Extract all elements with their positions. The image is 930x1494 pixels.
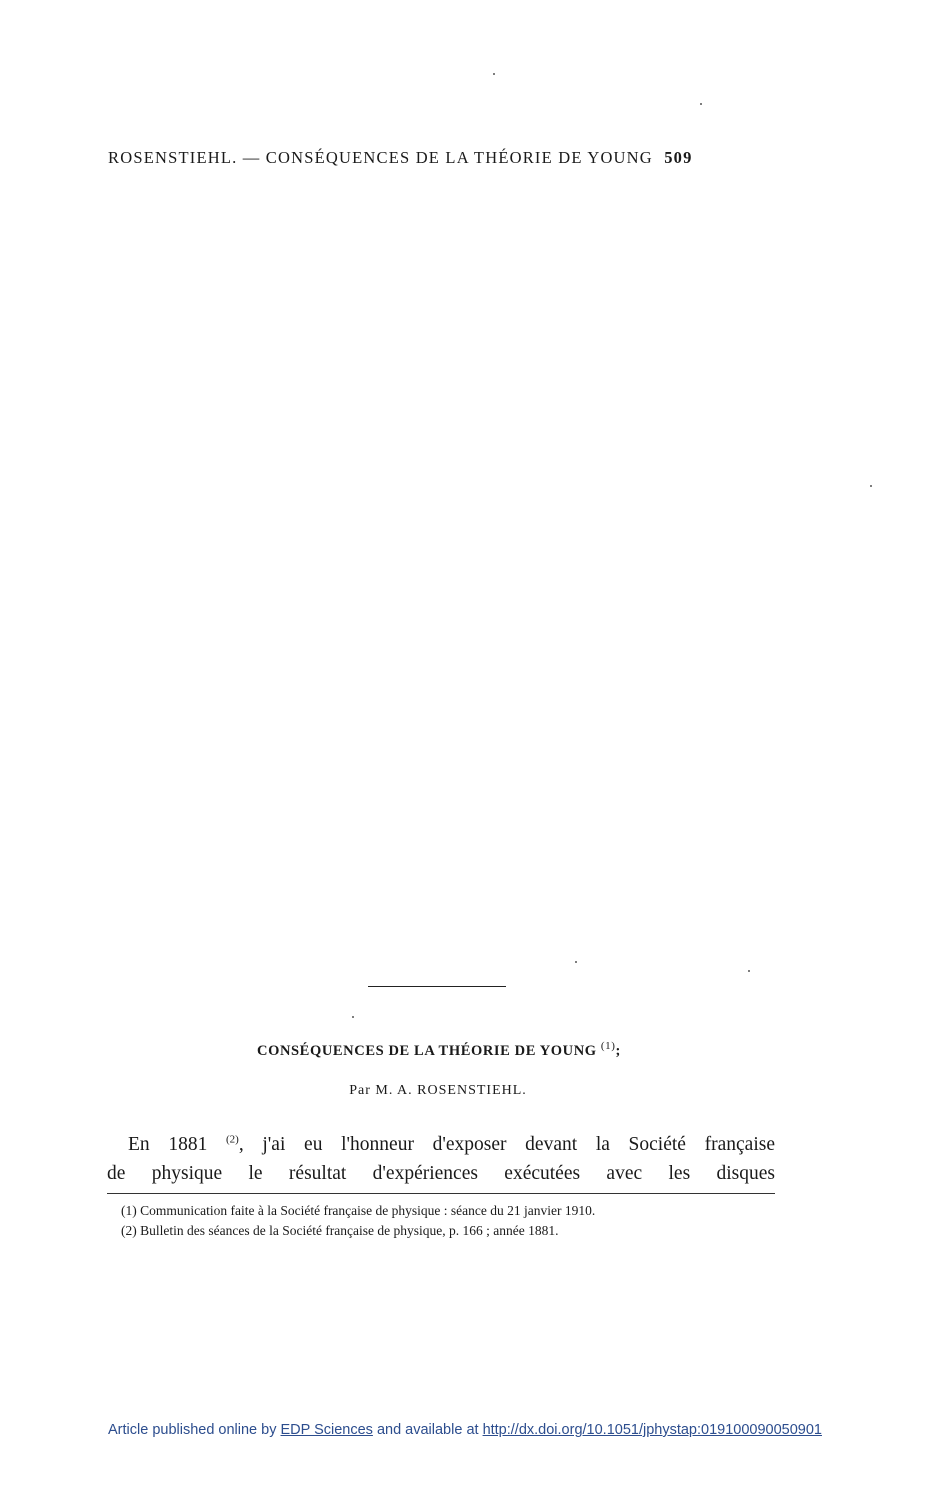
running-title: ROSENSTIEHL. — CONSÉQUENCES DE LA THÉORIE DE YOUNG <box>108 148 653 167</box>
scan-speck <box>700 103 702 105</box>
scan-speck <box>748 970 750 972</box>
body-paragraph <box>107 1130 775 1188</box>
body-line-1-start: En 1881 <box>128 1134 208 1155</box>
access-footer <box>0 1422 930 1438</box>
footnote-2-text: Bulletin des séances de la Société française de physique, p. 166 ; année 1881. <box>140 1223 559 1238</box>
body-footnote-ref: (2) <box>226 1133 239 1146</box>
footnote-1-text: Communication faite à la Société française de physique : séance du 21 janvier 1910. <box>140 1203 596 1218</box>
title-separator-rule <box>368 986 506 987</box>
scan-speck <box>870 485 872 487</box>
footnote-1 <box>107 1202 775 1219</box>
footnotes <box>107 1202 775 1239</box>
body-line-2: de physique le résultat d'expériences exécutées avec les disques <box>107 1163 775 1184</box>
body-line-1 <box>107 1130 775 1159</box>
scan-speck <box>575 961 577 963</box>
footer-prefix: Article published online by <box>108 1422 277 1438</box>
scan-speck <box>493 73 495 75</box>
title-footnote-ref: (1) <box>600 1040 616 1052</box>
publisher-link[interactable]: EDP Sciences <box>280 1422 373 1438</box>
footnote-1-marker: (1) <box>121 1203 137 1218</box>
footer-middle: and available at <box>376 1422 479 1438</box>
article-title-text: CONSÉQUENCES DE LA THÉORIE DE YOUNG <box>257 1042 597 1059</box>
doi-link[interactable]: http://dx.doi.org/10.1051/jphystap:019100090050901 <box>482 1422 822 1438</box>
article-title <box>0 1040 878 1060</box>
title-suffix: ; <box>615 1042 621 1059</box>
footnote-2-marker: (2) <box>121 1223 137 1238</box>
page-number: 509 <box>664 148 693 167</box>
article-author: Par M. A. ROSENSTIEHL. <box>349 1083 527 1098</box>
scan-speck <box>352 1016 354 1018</box>
footnote-2 <box>107 1222 775 1239</box>
body-line-1-rest: , j'ai eu l'honneur d'exposer devant la Société française <box>238 1134 775 1155</box>
running-header <box>108 148 768 168</box>
footnote-rule <box>107 1193 775 1194</box>
